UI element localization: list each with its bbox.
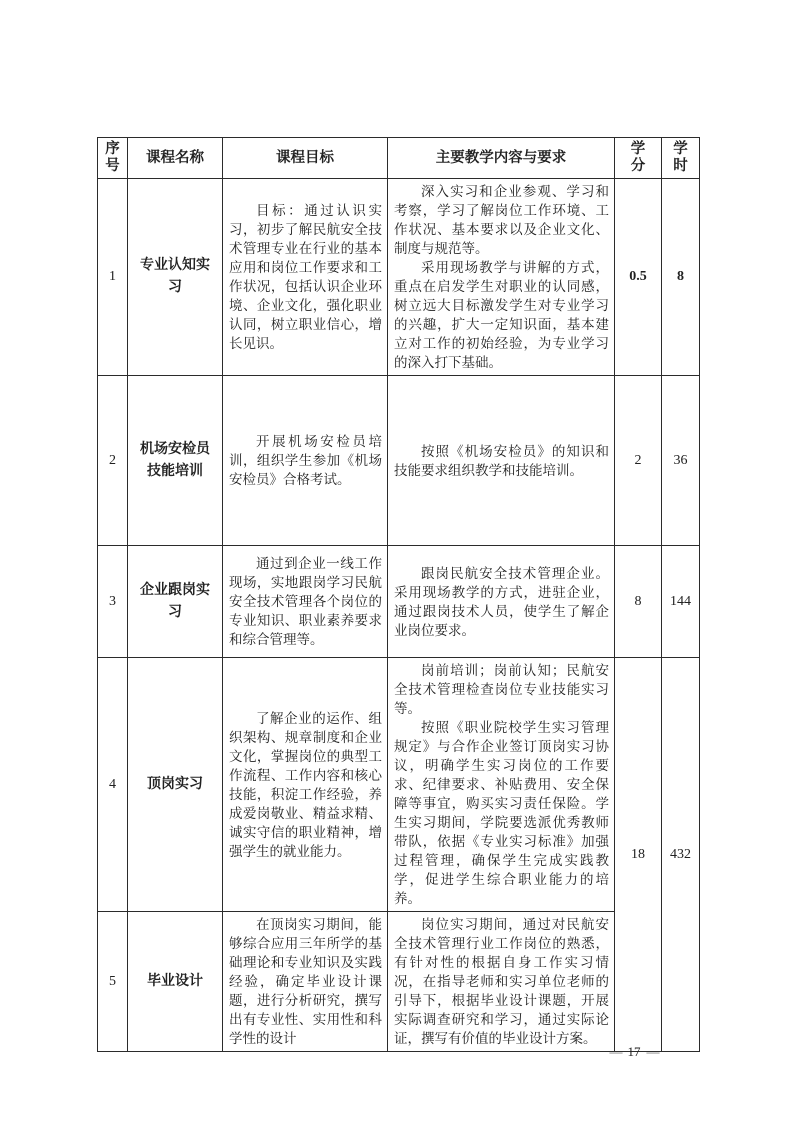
course-name-cell: 顶岗实习 [128, 658, 223, 912]
hours-cell: 8 [662, 179, 700, 376]
course-name-cell: 专业认知实习 [128, 179, 223, 376]
content-paragraph: 深入实习和企业参观、学习和考察，学习了解岗位工作环境、工作状况、基本要求以及企业文化、制度与规范等。 [394, 184, 609, 256]
content-paragraph: 按照《职业院校学生实习管理规定》与合作企业签订顶岗实习协议，明确学生实习岗位的工作要求、纪律要求、补贴费用、安全保障等事宜，购买实习责任保险。学生实习期间，学院要选派优秀教师带队，依据《专业实习标准》加强过程管理，确保学生完成实践教学，促进学生综合职业能力的培养。 [394, 720, 609, 906]
header-no: 序 号 [98, 138, 128, 179]
course-objective-cell [223, 376, 388, 546]
objective-text: 了解企业的运作、组织架构、规章制度和企业文化，掌握岗位的典型工作流程、工作内容和核心技能，积淀工作经验，养成爱岗敬业、精益求精、诚实守信的职业精神，增强学生的就业能力。 [229, 710, 382, 859]
header-course-objective: 课程目标 [223, 138, 388, 179]
content-paragraph: 岗前培训；岗前认知；民航安全技术管理检查岗位专业技能实习等。 [394, 663, 609, 716]
row-number-cell: 4 [98, 658, 128, 912]
table-header-row [98, 138, 700, 179]
course-name-cell: 毕业设计 [128, 912, 223, 1052]
credits-cell: 8 [615, 546, 662, 658]
course-name-cell: 企业跟岗实习 [128, 546, 223, 658]
row-number-cell: 1 [98, 179, 128, 376]
hours-cell: 144 [662, 546, 700, 658]
footer-left-dash: — [609, 1044, 622, 1059]
page-number-footer [598, 1044, 670, 1060]
objective-text: 目标：通过认识实习，初步了解民航安全技术管理专业在行业的基本应用和岗位工作要求和工作状况，包括认识企业环境、企业文化，强化职业认同，树立职业信心，增长见识。 [229, 203, 382, 351]
content-paragraph: 按照《机场安检员》的知识和技能要求组织教学和技能培训。 [394, 443, 609, 478]
table-row [98, 546, 700, 658]
credits-cell-merged: 18 [615, 658, 662, 1052]
hours-cell: 36 [662, 376, 700, 546]
row-number-cell: 2 [98, 376, 128, 546]
content-paragraph: 岗位实习期间，通过对民航安全技术管理行业工作岗位的熟悉，有针对性的根据自身工作实习情况，在指导老师和实习单位老师的引导下，根据毕业设计课题，开展实际调查研究和学习，通过实际论证，撰写有价值的毕业设计方案。 [394, 917, 609, 1046]
credits-cell: 0.5 [615, 179, 662, 376]
content-paragraph: 采用现场教学与讲解的方式，重点在启发学生对职业的认同感，树立远大目标激发学生对专业学习的兴趣，扩大一定知识面，基本建立对工作的初始经验，为专业学习的深入打下基础。 [394, 260, 609, 370]
course-objective-cell [223, 179, 388, 376]
curriculum-table-container [97, 137, 700, 1052]
content-paragraph: 跟岗民航安全技术管理企业。采用现场教学的方式，进驻企业，通过跟岗技术人员，使学生了解企业岗位要求。 [394, 565, 609, 638]
objective-text: 在顶岗实习期间，能够综合应用三年所学的基础理论和专业知识及实践经验，确定毕业设计课题，进行分析研究，撰写出有专业性、实用性和科学性的设计 [229, 917, 382, 1046]
curriculum-table [97, 137, 700, 1052]
objective-text: 通过到企业一线工作现场，实地跟岗学习民航安全技术管理各个岗位的专业知识、职业素养要求和综合管理等。 [229, 556, 382, 647]
course-objective-cell [223, 658, 388, 912]
course-objective-cell [223, 546, 388, 658]
teaching-content-cell [388, 912, 615, 1052]
header-credits: 学 分 [615, 138, 662, 179]
course-name-cell: 机场安检员技能培训 [128, 376, 223, 546]
page-number: 17 [627, 1044, 641, 1059]
row-number-cell: 3 [98, 546, 128, 658]
hours-cell-merged: 432 [662, 658, 700, 1052]
header-hours: 学 时 [662, 138, 700, 179]
table-row [98, 179, 700, 376]
teaching-content-cell [388, 179, 615, 376]
objective-text: 开展机场安检员培训，组织学生参加《机场安检员》合格考试。 [229, 434, 382, 487]
footer-right-dash: — [646, 1044, 659, 1059]
course-objective-cell [223, 912, 388, 1052]
row-number-cell: 5 [98, 912, 128, 1052]
table-row [98, 376, 700, 546]
teaching-content-cell [388, 376, 615, 546]
header-teaching-content: 主要教学内容与要求 [388, 138, 615, 179]
table-row [98, 912, 700, 1052]
teaching-content-cell [388, 658, 615, 912]
credits-cell: 2 [615, 376, 662, 546]
teaching-content-cell [388, 546, 615, 658]
header-course-name: 课程名称 [128, 138, 223, 179]
table-row [98, 658, 700, 912]
